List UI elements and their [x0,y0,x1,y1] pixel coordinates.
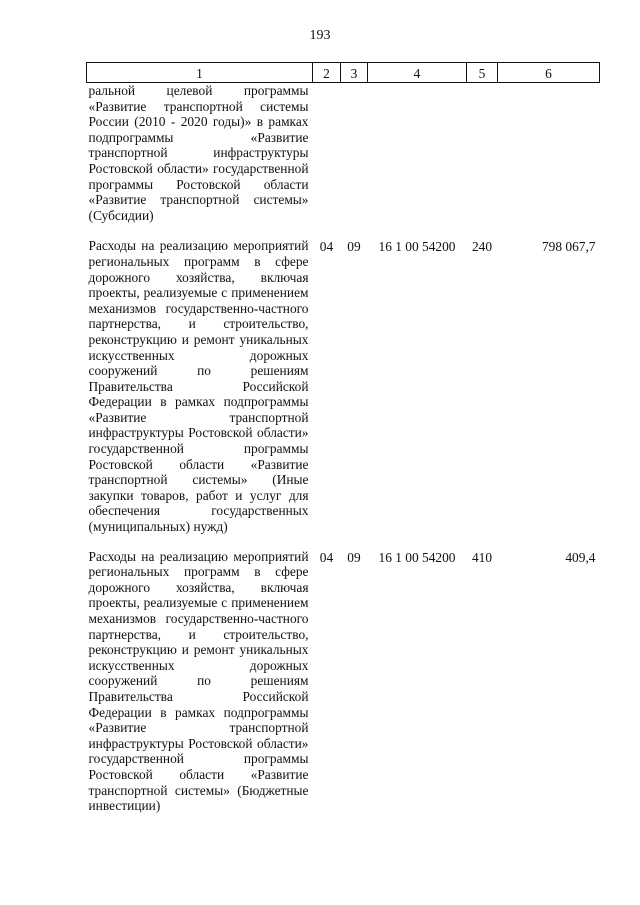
row-expense-type: 410 [471,549,493,565]
row-target-article: 16 1 00 54200 [378,549,456,565]
row-description: Расходы на реализацию мероприятий региональных программ в сфере дорожного хозяйства, включая проекты, реализуемые с применением механизмов государственно-частного партнерства, и строительство, реконструкцию и ремонт уникальных искусственных дорожных сооружений по решениям Правительства Российской Федерации в рамках подпрограммы «Развитие транспортной инфраструктуры Ростовской области» государственной программы Ростовской области «Развитие транспортной системы» (Бюджетные инвестиции) [88,548,309,814]
row-amount [498,83,600,239]
table-row [87,83,600,239]
row-expense-type: 240 [471,239,493,255]
table-row [87,238,600,548]
column-header: 2 [313,63,341,83]
page-number: 193 [309,28,331,43]
row-subsection-code [341,83,368,239]
row-description: Расходы на реализацию мероприятий региональных программ в сфере дорожного хозяйства, включая проекты, реализуемые с применением механизмов государственно-частного партнерства, и строительство, реконструкцию и ремонт уникальных искусственных дорожных сооружений по решениям Правительства Российской Федерации в рамках подпрограммы «Развитие транспортной инфраструктуры Ростовской области» государственной программы Ростовской области «Развитие транспортной системы» (Иные закупки товаров, работ и услуг для обеспечения государственных (муниципальных) нужд) [88,238,309,535]
row-amount: 798 067,7 [541,239,596,255]
row-amount: 409,4 [565,549,596,565]
column-header: 1 [87,63,313,83]
budget-table [86,62,600,828]
column-header: 6 [498,63,600,83]
row-subsection-code: 09 [347,239,361,255]
column-header: 3 [341,63,368,83]
row-target-article [368,83,467,239]
row-section-code: 04 [319,239,334,255]
table-header-row [87,63,600,83]
column-header: 4 [368,63,467,83]
column-header: 5 [467,63,498,83]
table-row [87,549,600,828]
row-subsection-code: 09 [347,549,361,565]
row-description: ральной целевой программы «Развитие транспортной системы России (2010 - 2020 годы)» в рамках подпрограммы «Развитие транспортной инфраструктуры Ростовской области» государственной программы Ростовской области «Развитие транспортной системы» (Субсидии) [88,83,309,223]
row-section-code: 04 [319,549,334,565]
row-expense-type [467,83,498,239]
row-section-code [313,83,341,239]
row-target-article: 16 1 00 54200 [378,239,456,255]
